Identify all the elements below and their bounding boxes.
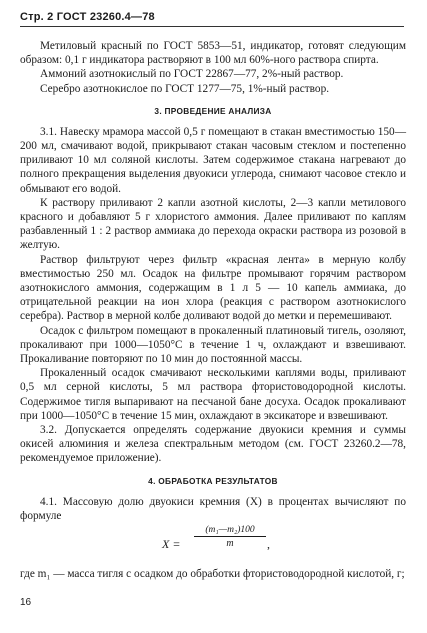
- section-paragraph: 4.1. Массовую долю двуокиси кремния (X) в процентах вычисляют по формуле: [20, 495, 406, 522]
- section-paragraph: 3.1. Навеску мрамора массой 0,5 г помещают в стакан вместимостью 150—200 мл, смачивают водой, прикрывают стакан часовым стеклом и постепенно приливают 10 мл соляной кислоты. Затем содержимое стакана нагревают до полного прекращения выделения двуокиси углерода, снимают часовое стекло и обмывают его водой.: [20, 125, 406, 195]
- section-paragraph: К раствору приливают 2 капли азотной кислоты, 2—3 капли метилового красного и добавляют 5 г хлористого аммония. Далее приливают по каплям разбавленный 1 : 2 раствор аммиака до перехода окраски раствора из розовой в желтую.: [20, 196, 406, 252]
- section-paragraph: Осадок с фильтром помещают в прокаленный платиновый тигель, озоляют, прокаливают при 1000—1050°С в течение 1 ч, охлаждают и взвешивают. Прокаливание повторяют по 10 мин до постоянной массы.: [20, 324, 406, 366]
- formula-lhs: X =: [162, 537, 181, 552]
- document-body: [20, 39, 406, 581]
- intro-paragraph: Метиловый красный по ГОСТ 5853—51, индикатор, готовят следующим образом: 0,1 г индикатора растворяют в 100 мл 60%-ного раствора спирта.: [20, 40, 406, 67]
- intro-paragraph: Аммоний азотнокислый по ГОСТ 22867—77, 2%-ный раствор.: [40, 68, 344, 81]
- formula: [20, 525, 406, 565]
- section-heading: 4. ОБРАБОТКА РЕЗУЛЬТАТОВ: [148, 475, 278, 486]
- section-paragraph: Раствор фильтруют через фильтр «красная лента» в мерную колбу вместимостью 250 мл. Осадок на фильтре промывают горячим раствором азотнокислого аммония, содержащим в 1 л 5 — 10 капель аммиака, до отрицательной реакции на ион хлора (реакция с раствором азотнокислого серебра). Раствор в мерной колбе доливают водой до метки и перемешивают.: [20, 253, 406, 323]
- variable-definition: где m₁ — масса тигля с осадком до обработки фтористоводородной кислотой, г;: [20, 568, 405, 581]
- page-number: 16: [20, 597, 32, 608]
- header-rule: [20, 26, 404, 27]
- formula-fraction: [194, 525, 266, 549]
- section-paragraph: 3.2. Допускается определять содержание двуокиси кремния и суммы окисей алюминия и железа спектральным методом (см. ГОСТ 23260.2—78, рекомендуемое приложение).: [20, 424, 406, 465]
- section-heading: 3. ПРОВЕДЕНИЕ АНАЛИЗА: [154, 105, 272, 116]
- intro-paragraph: Серебро азотнокислое по ГОСТ 1277—75, 1%-ный раствор.: [40, 82, 330, 95]
- section-paragraph: Прокаленный осадок смачивают несколькими каплями воды, приливают 0,5 мл серной кислоты, 5 мл раствора фтористоводородной кислоты. Содержимое тигля выпаривают на песчаной бане досуха. Осадок прокаливают при 1000—1050°С в течение 15 мин, охлаждают в эксикаторе и взвешивают.: [20, 367, 406, 422]
- page-header: Стр. 2 ГОСТ 23260.4—78: [20, 11, 155, 23]
- formula-denominator: m: [226, 538, 234, 550]
- formula-numerator: (m₁—m₂)100: [205, 525, 255, 536]
- formula-trailing: ,: [267, 537, 270, 552]
